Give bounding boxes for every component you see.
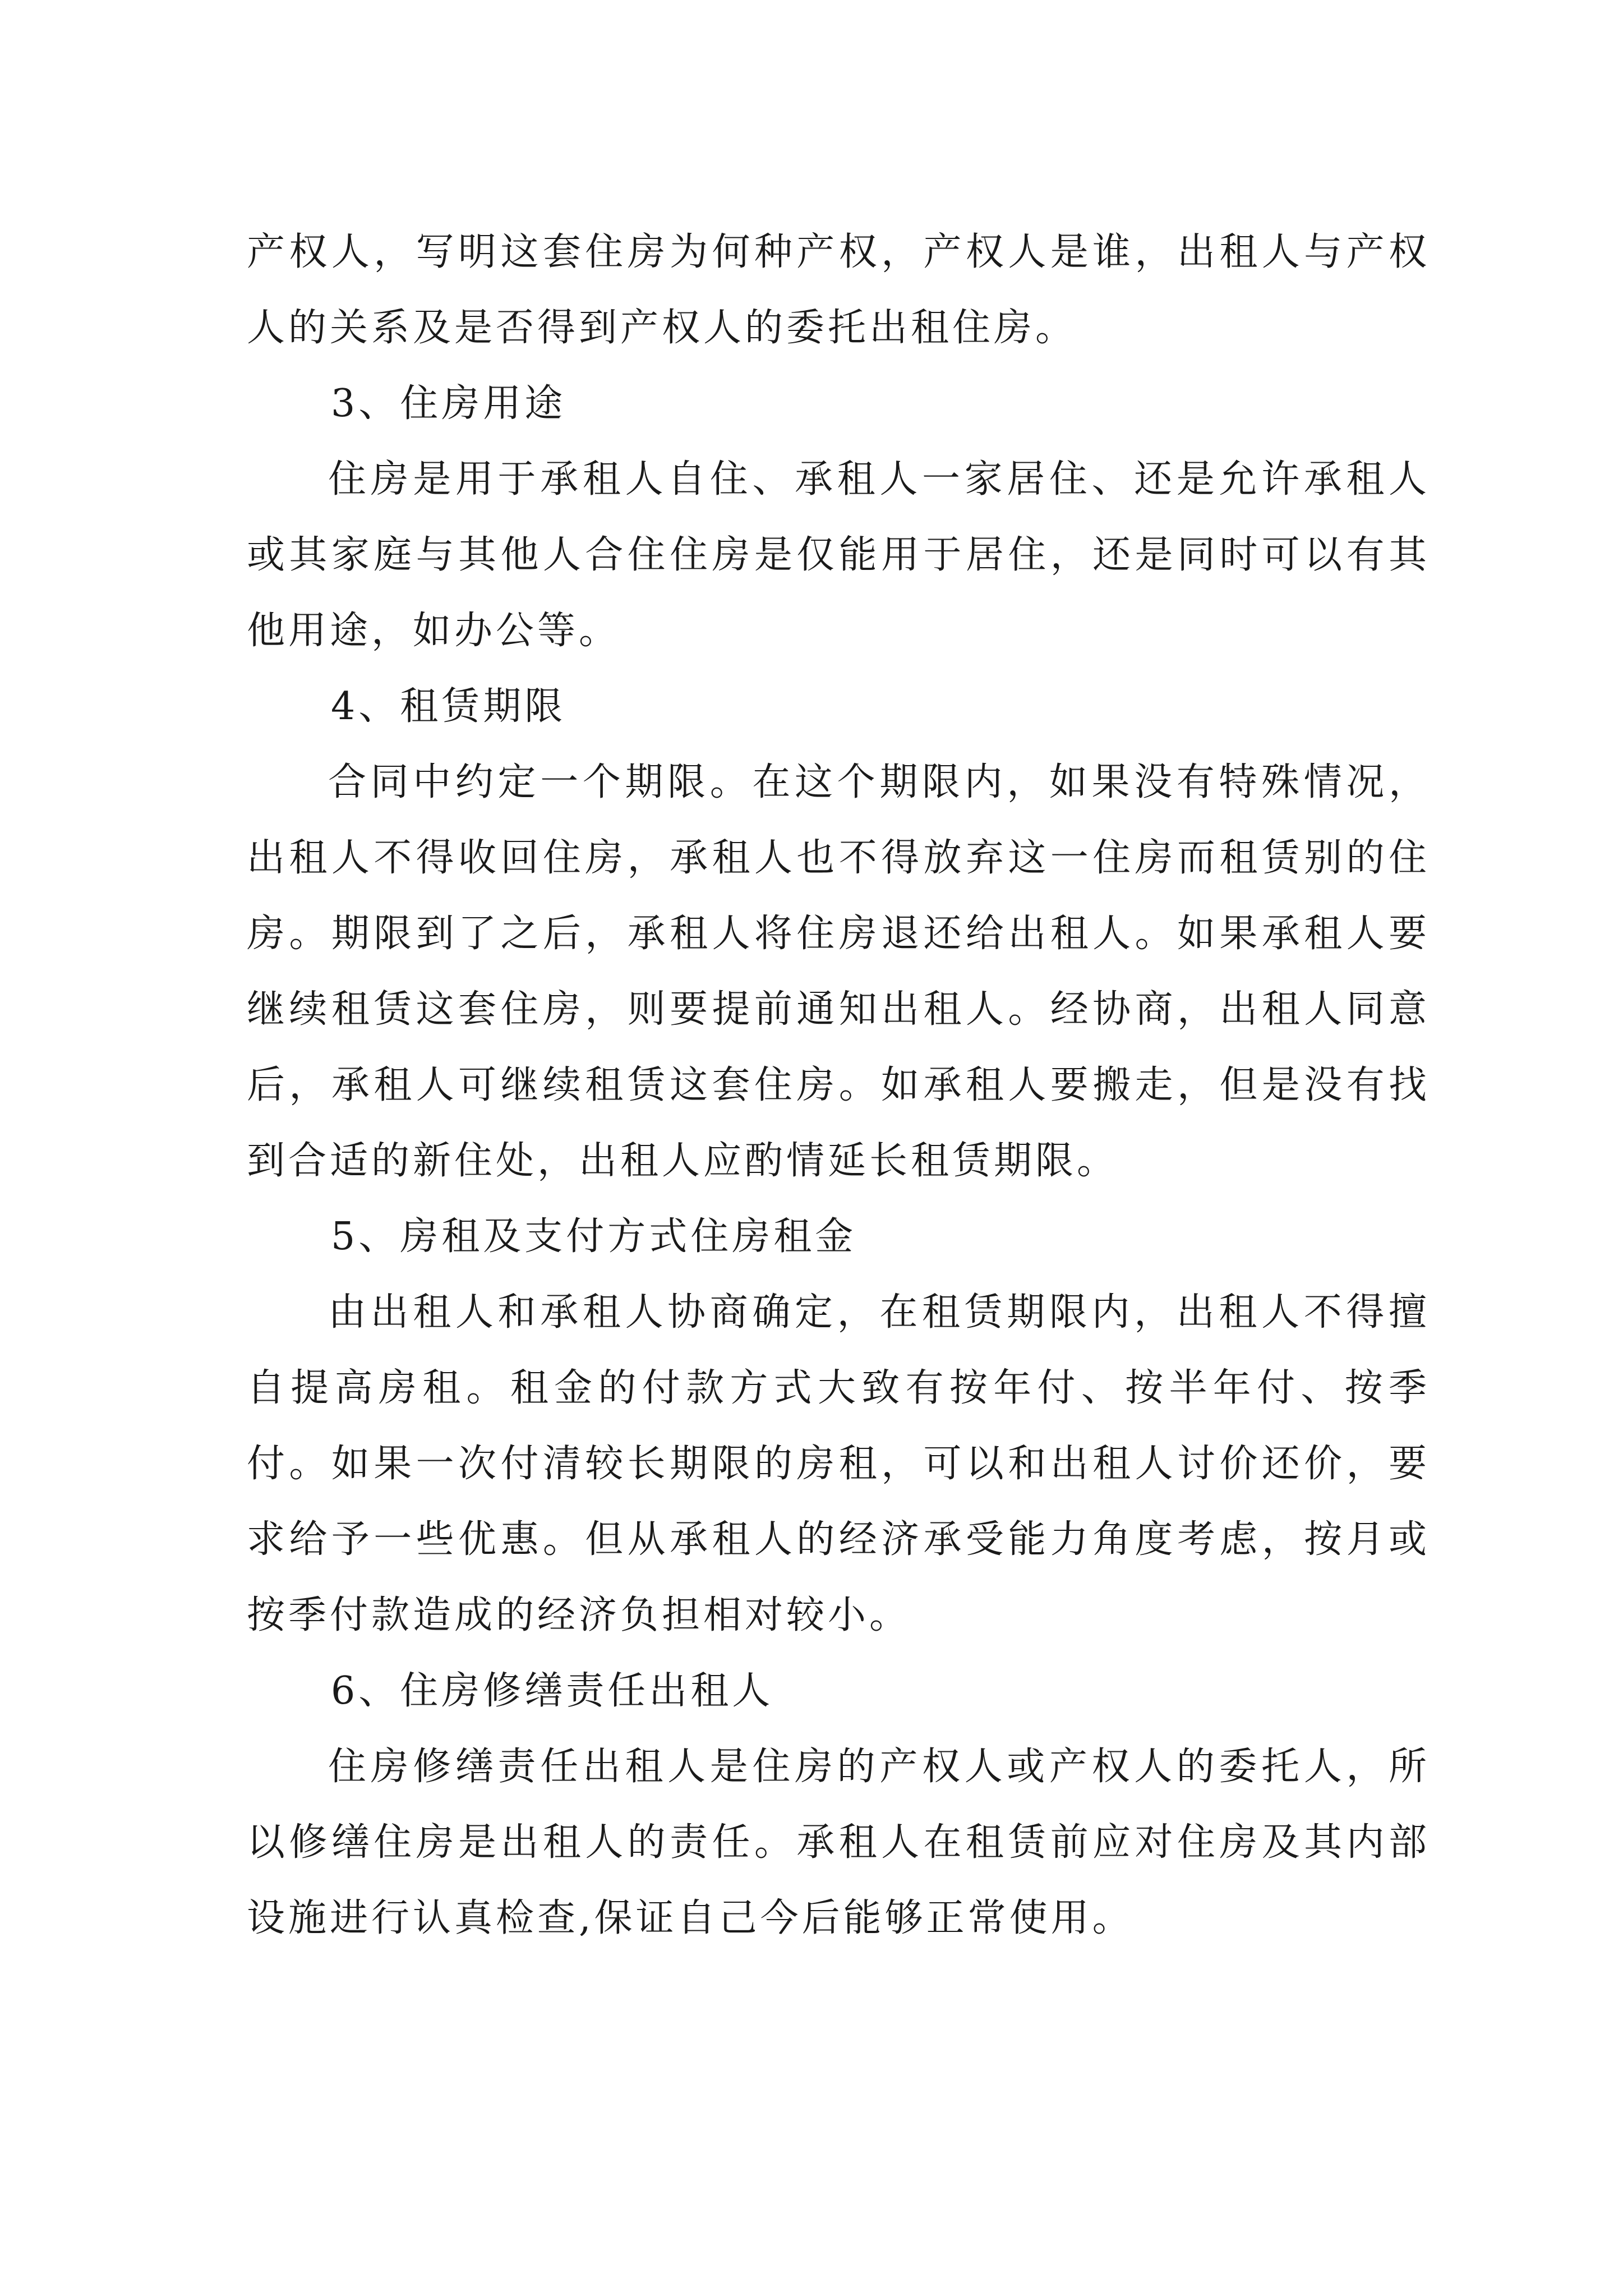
- paragraph: 合同中约定一个期限。在这个期限内，如果没有特殊情况，出租人不得收回住房，承租人也不得放弃这一住房而租赁别的住房。期限到了之后，承租人将住房退还给出租人。如果承租人要继续租赁这套住房，则要提前通知出租人。经协商，出租人同意后，承租人可继续租赁这套住房。如承租人要搬走，但是没有找到合适的新住处，出租人应酌情延长租赁期限。: [247, 760, 1430, 1183]
- section-heading: 5、房租及支付方式住房租金: [331, 1214, 857, 1259]
- section-heading: 6、住房修缮责任出租人: [331, 1669, 774, 1713]
- paragraph: 住房修缮责任出租人是住房的产权人或产权人的委托人，所以修缮住房是出租人的责任。承租人在租赁前应对住房及其内部设施进行认真检查,保证自己今后能够正常使用。: [247, 1745, 1430, 1940]
- section-heading: 3、住房用途: [331, 381, 566, 426]
- paragraph: 由出租人和承租人协商确定，在租赁期限内，出租人不得擅自提高房租。租金的付款方式大致有按年付、按半年付、按季付。如果一次付清较长期限的房租，可以和出租人讨价还价，要求给予一些优惠。但从承租人的经济承受能力角度考虑，按月或按季付款造成的经济负担相对较小。: [247, 1290, 1430, 1637]
- section-heading: 4、租赁期限: [331, 684, 566, 729]
- document-body: [247, 214, 1430, 1956]
- paragraph: 住房是用于承租人自住、承租人一家居住、还是允许承租人或其家庭与其他人合住住房是仅能用于居住，还是同时可以有其他用途，如办公等。: [247, 457, 1430, 653]
- paragraph: 产权人，写明这套住房为何种产权，产权人是谁，出租人与产权人的关系及是否得到产权人的委托出租住房。: [247, 230, 1430, 350]
